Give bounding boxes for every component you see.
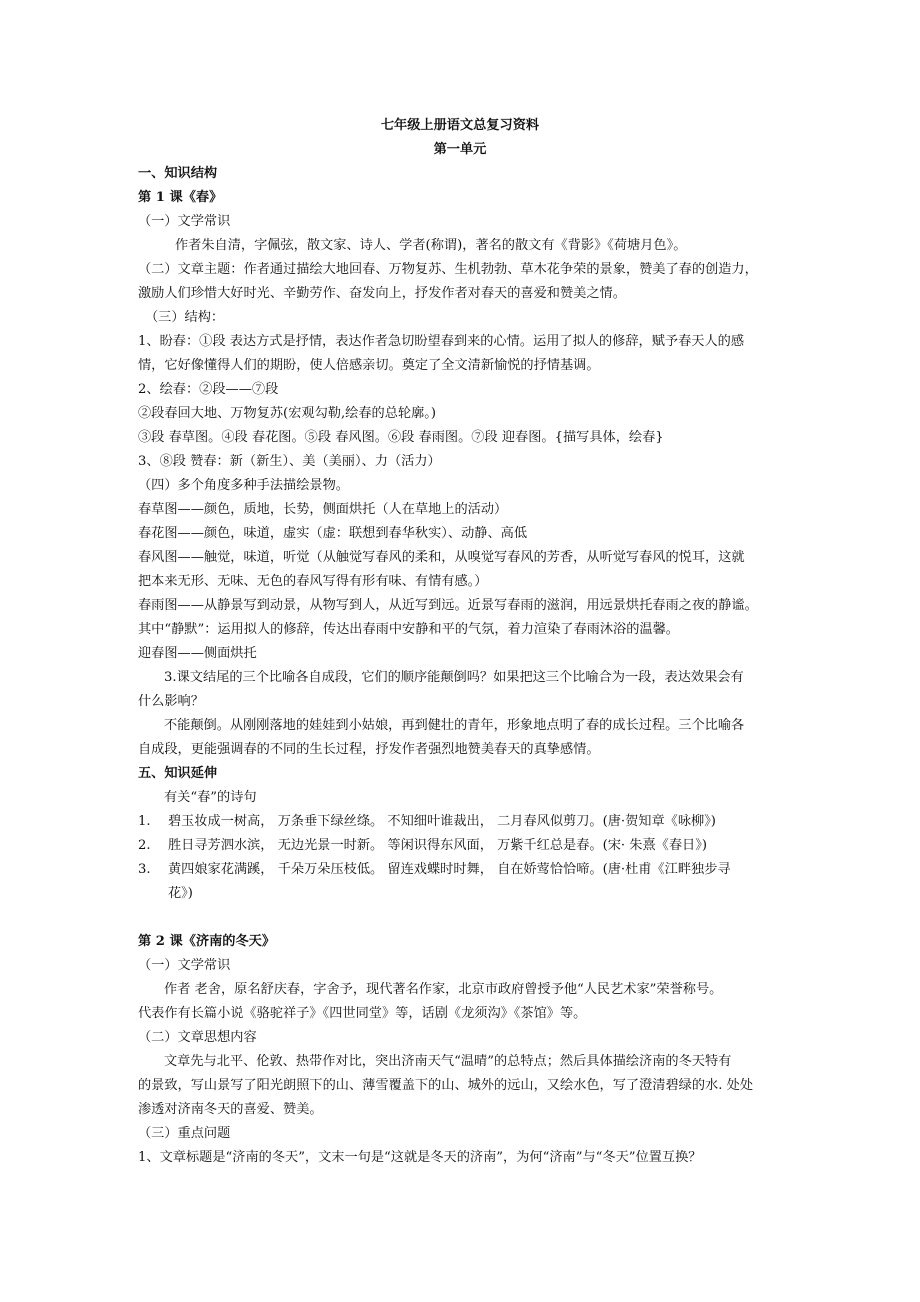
structure-2-a: ②段春回大地、万物复苏(宏观勾勒,绘春的总轮廓。): [138, 406, 437, 421]
question-3-line-1: 3.课文结尾的三个比喻各自成段，它们的顺序能颠倒吗？如果把这三个比喻合为一段，表达效果会有: [164, 670, 744, 685]
structure-2: 2、绘春：②段——⑦段: [138, 382, 279, 397]
section-heading-structure: 一、知识结构: [138, 166, 218, 181]
picture-welcome: 迎春图——侧面烘托: [138, 646, 257, 661]
poem-number: 2.: [138, 838, 151, 853]
structure-2-b: ③段 春草图。④段 春花图。⑤段 春风图。⑥段 春雨图。⑦段 迎春图。{描写具体，绘春}: [138, 430, 664, 445]
section-heading-extension: 五、知识延伸: [138, 766, 218, 781]
answer-3-line-1: 不能颠倒。从刚刚落地的娃娃到小姑娘，再到健壮的青年，形象地点明了春的成长过程。三个比喻各: [164, 718, 745, 733]
lesson-1-structure-heading: （三）结构：: [145, 310, 225, 325]
picture-wind-line-1: 春风图——触觉，味道，听觉（从触觉写春风的柔和，从嗅觉写春风的芳香，从听觉写春风的悦耳，这就: [138, 550, 745, 565]
lesson-1-theme-line-1: （二）文章主题：作者通过描绘大地回春、万物复苏、生机勃勃、草木花争荣的景象，赞美了春的创造力，: [138, 262, 758, 277]
lesson-2-idea-line-2: 的景致，写山景写了阳光朗照下的山、薄雪覆盖下的山、城外的远山，又绘水色，写了澄清碧绿的水. 处处: [138, 1078, 754, 1093]
lesson-2-key-heading: （三）重点问题: [138, 1126, 231, 1141]
lesson-1-theme-line-2: 激励人们珍惜大好时光、辛勤劳作、奋发向上，抒发作者对春天的喜爱和赞美之情。: [138, 286, 626, 301]
picture-wind-line-2: 把本来无形、无味、无色的春风写得有形有味、有情有感。）: [138, 574, 488, 589]
structure-1-line-2: 情，它好像懂得人们的期盼，使人倍感亲切。奠定了全文清新愉悦的抒情基调。: [138, 358, 600, 373]
poem-text: 碧玉妆成一树高， 万条垂下绿丝绦。 不知细叶谁裁出， 二月春风似剪刀。(唐·贺知章《咏柳》): [168, 814, 716, 829]
doc-title: 七年级上册语文总复习资料: [380, 118, 540, 133]
lesson-2-key-question-1: 1、文章标题是“济南的冬天”，文末一句是“这就是冬天的济南”，为何“济南”与“冬天”位置互换？: [138, 1150, 702, 1165]
lesson-2-idea-line-3: 渗透对济南冬天的喜爱、赞美。: [138, 1102, 323, 1117]
picture-rain-line-1: 春雨图——从静景写到动景，从物写到人，从近写到远。近景写春雨的滋润，用远景烘托春雨之夜的静谧。: [138, 598, 758, 613]
lesson-1-lit-heading: （一）文学常识: [138, 214, 231, 229]
answer-3-line-2: 自成段，更能强调春的不同的生长过程，抒发作者强烈地赞美春天的真挚感情。: [138, 742, 600, 757]
picture-grass: 春草图——颜色，质地，长势，侧面烘托（人在草地上的活动）: [138, 502, 508, 517]
poem-number: 1.: [138, 814, 151, 829]
unit-heading: 第一单元: [433, 142, 487, 157]
lesson-2-lit-line-1: 作者 老舍，原名舒庆春，字舍予，现代著名作家，北京市政府曾授予他“人民艺术家”荣誉称号。: [164, 982, 723, 997]
poem-intro: 有关“春”的诗句: [164, 790, 257, 805]
lesson-1-heading: 第 1 课《春》: [138, 190, 223, 205]
lesson-2-lit-line-2: 代表作有长篇小说《骆驼祥子》《四世同堂》等，话剧《龙须沟》《茶馆》等。: [138, 1006, 587, 1021]
structure-3: 3、⑧段 赞春：新（新生）、美（美丽）、力（活力）: [138, 454, 441, 469]
lesson-1-lit-text: 作者朱自清，字佩弦，散文家、诗人、学者(称谓)，著名的散文有《背影》《荷塘月色》。: [175, 238, 687, 253]
lesson-2-lit-heading: （一）文学常识: [138, 958, 231, 973]
multi-angle-heading: （四）多个角度多种手法描绘景物。: [138, 478, 349, 493]
picture-rain-line-2: 其中“静默”：运用拟人的修辞，传达出春雨中安静和平的气氛，着力渲染了春雨沐浴的温馨。: [138, 622, 679, 637]
lesson-2-idea-heading: （二）文章思想内容: [138, 1030, 257, 1045]
poem-number: 3.: [138, 862, 151, 877]
poem-text: 黄四娘家花满蹊， 千朵万朵压枝低。 留连戏蝶时时舞， 自在娇莺恰恰啼。(唐·杜甫《江畔独步寻: [168, 862, 731, 877]
question-3-line-2: 什么影响？: [138, 694, 204, 709]
picture-flower: 春花图——颜色，味道，虚实（虚：联想到春华秋实）、动静、高低: [138, 526, 528, 541]
lesson-2-heading: 第 2 课《济南的冬天》: [138, 934, 276, 949]
poem-text-continued: 花》): [168, 886, 193, 901]
poem-text: 胜日寻芳泗水滨， 无边光景一时新。 等闲识得东风面， 万紫千红总是春。(宋· 朱熹《春日》): [168, 838, 707, 853]
lesson-2-idea-line-1: 文章先与北平、伦敦、热带作对比，突出济南天气“温晴”的总特点；然后具体描绘济南的冬天特有: [164, 1054, 732, 1069]
structure-1-line-1: 1、盼春：①段 表达方式是抒情，表达作者急切盼望春到来的心情。运用了拟人的修辞，赋予春天人的感: [138, 334, 745, 349]
